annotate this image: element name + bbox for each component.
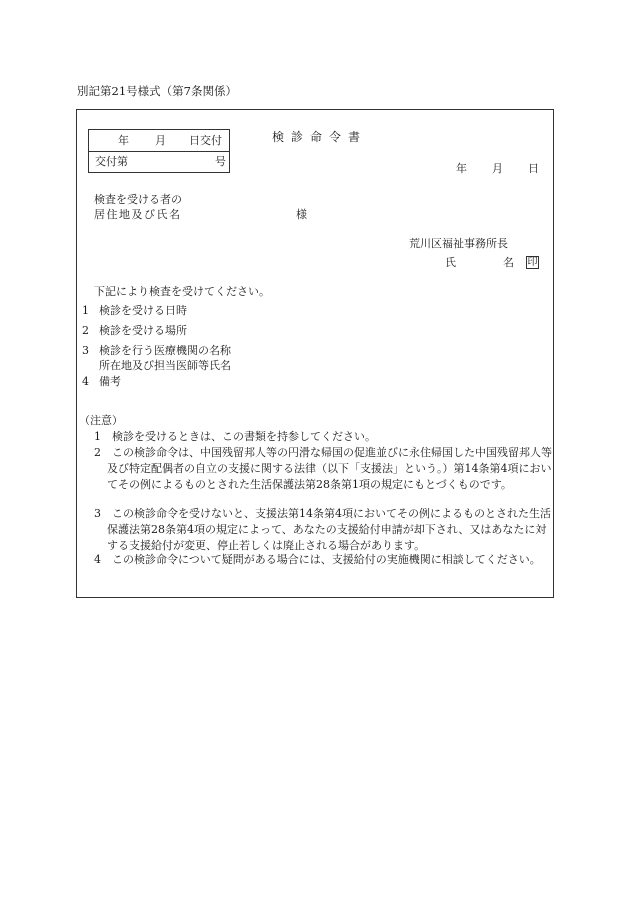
item-number: 4 bbox=[82, 375, 89, 388]
issuer-name-label-1: 氏 bbox=[445, 256, 456, 269]
date-day-label: 日 bbox=[528, 162, 539, 175]
seal-stamp: 印 bbox=[527, 257, 538, 268]
recipient-honorific: 様 bbox=[296, 208, 307, 221]
issue-number-prefix: 交付第 bbox=[95, 155, 128, 168]
item-label: 検診を受ける場所 bbox=[99, 324, 187, 337]
form-reference: 別記第21号様式（第7条関係） bbox=[77, 84, 237, 98]
note-item: 3 この検診命令を受けないと、支援法第14条第4項においてその例によるものとされた生活保護法第28条第4項の規定によって、あなたの支援給付申請が却下され、又はあなたに対する支援給付が変更、停止若しくは廃止される場合があります。 bbox=[94, 507, 551, 552]
date-month-label: 月 bbox=[492, 162, 503, 175]
item-label: 備考 bbox=[99, 375, 121, 388]
notes-heading: （注意） bbox=[79, 414, 123, 427]
issuer-office: 荒川区福祉事務所長 bbox=[409, 237, 508, 250]
item-label-2: 所在地及び担当医師等氏名 bbox=[99, 359, 231, 372]
note-item: 2 この検診命令は、中国残留邦人等の円滑な帰国の促進並びに永住帰国した中国残留邦人等及び特定配偶者の自立の支援に関する法律（以下「支援法」という。）第14条第4項においてその例によるものとされた生活保護法第28条第1項の規定にもとづくものです。 bbox=[94, 446, 552, 491]
issue-month-label: 月 bbox=[155, 134, 166, 147]
recipient-line-2: 居住地及び氏名 bbox=[94, 208, 182, 221]
issue-number-suffix: 号 bbox=[215, 155, 226, 168]
document-title: 検診命令書 bbox=[272, 130, 368, 144]
item-number: 3 bbox=[82, 344, 89, 357]
issue-box-divider bbox=[89, 151, 229, 152]
item-label: 検診を行う医療機関の名称 bbox=[99, 344, 231, 357]
issue-box bbox=[88, 129, 230, 173]
issue-day-label: 日交付 bbox=[189, 134, 222, 147]
item-label: 検診を受ける日時 bbox=[99, 304, 187, 317]
item-number: 1 bbox=[82, 304, 89, 317]
note-item: 4 この検診命令について疑問がある場合には、支援給付の実施機関に相談してください。 bbox=[94, 553, 541, 566]
issue-year-label: 年 bbox=[118, 134, 129, 147]
issuer-name-label-2: 名 bbox=[503, 256, 514, 269]
date-year-label: 年 bbox=[456, 162, 467, 175]
note-item: 1 検診を受けるときは、この書類を持参してください。 bbox=[94, 430, 376, 443]
item-number: 2 bbox=[82, 324, 89, 337]
intro-text: 下記により検査を受けてください。 bbox=[94, 285, 270, 298]
recipient-line-1: 検査を受ける者の bbox=[94, 193, 182, 206]
